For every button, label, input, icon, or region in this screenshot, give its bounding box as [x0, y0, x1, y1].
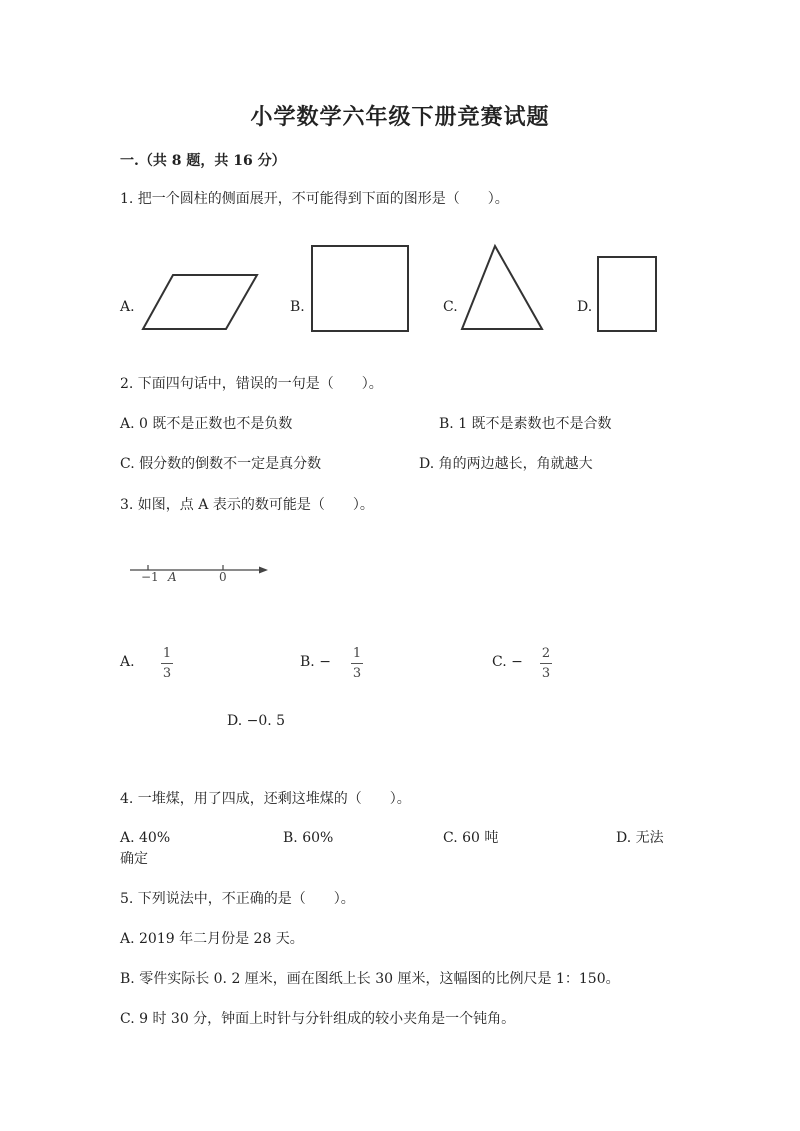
q2-option-a: A. 0 既不是正数也不是负数	[120, 416, 293, 432]
triangle-icon	[460, 244, 544, 332]
q4-option-d-wrap: 确定	[120, 851, 148, 867]
q3-option-b-label: B. −	[300, 654, 331, 670]
number-line-label-minus-one: −1	[141, 570, 159, 584]
question-3-stem: 3. 如图，点 A 表示的数可能是（ ）。	[120, 497, 374, 513]
fraction-bar	[540, 663, 552, 664]
q5-option-c: C. 9 时 30 分，钟面上时针与分针组成的较小夹角是一个钝角。	[120, 1011, 516, 1027]
q4-option-c: C. 60 吨	[443, 830, 499, 846]
q2-option-d: D. 角的两边越长，角就越大	[419, 456, 593, 472]
question-2-stem: 2. 下面四句话中，错误的一句是（ ）。	[120, 376, 383, 392]
q3-option-c-fraction	[539, 646, 553, 681]
q2-option-b: B. 1 既不是素数也不是合数	[439, 416, 612, 432]
fraction-numerator: 1	[352, 646, 362, 661]
q4-option-d: D. 无法	[616, 830, 664, 846]
section-header: 一.（共 8 题，共 16 分）	[120, 153, 286, 169]
page-title: 小学数学六年级下册竞赛试题	[250, 104, 550, 130]
question-5-stem: 5. 下列说法中，不正确的是（ ）。	[120, 891, 355, 907]
rectangle-icon	[596, 255, 658, 333]
fraction-numerator: 2	[541, 646, 551, 661]
fraction-denominator: 3	[162, 666, 172, 681]
q3-option-c-label: C. −	[492, 654, 523, 670]
parallelogram-icon	[140, 272, 260, 332]
q3-option-b-fraction	[350, 646, 364, 681]
q4-option-b: B. 60%	[283, 830, 334, 846]
fraction-bar	[351, 663, 363, 664]
q3-option-a-label: A.	[120, 654, 135, 670]
q3-option-a-fraction	[160, 646, 174, 681]
fraction-numerator: 1	[162, 646, 172, 661]
q1-option-b-label: B.	[290, 299, 305, 315]
fraction-bar	[161, 663, 173, 664]
q1-option-a-label: A.	[120, 299, 135, 315]
fraction-denominator: 3	[352, 666, 362, 681]
q1-option-d-label: D.	[577, 299, 593, 315]
q4-option-a: A. 40%	[120, 830, 171, 846]
q1-option-c-label: C.	[443, 299, 458, 315]
q2-option-c: C. 假分数的倒数不一定是真分数	[120, 456, 322, 472]
number-line-label-zero: 0	[219, 570, 227, 584]
q3-option-d: D. −0. 5	[227, 713, 286, 729]
question-1-stem: 1. 把一个圆柱的侧面展开，不可能得到下面的图形是（ ）。	[120, 191, 509, 207]
question-4-stem: 4. 一堆煤，用了四成，还剩这堆煤的（ ）。	[120, 791, 411, 807]
q5-option-b: B. 零件实际长 0. 2 厘米，画在图纸上长 30 厘米，这幅图的比例尺是 1：150。	[120, 971, 620, 987]
square-icon	[310, 244, 410, 334]
fraction-denominator: 3	[541, 666, 551, 681]
q5-option-a: A. 2019 年二月份是 28 天。	[120, 931, 304, 947]
number-line-label-a: A	[168, 570, 177, 584]
